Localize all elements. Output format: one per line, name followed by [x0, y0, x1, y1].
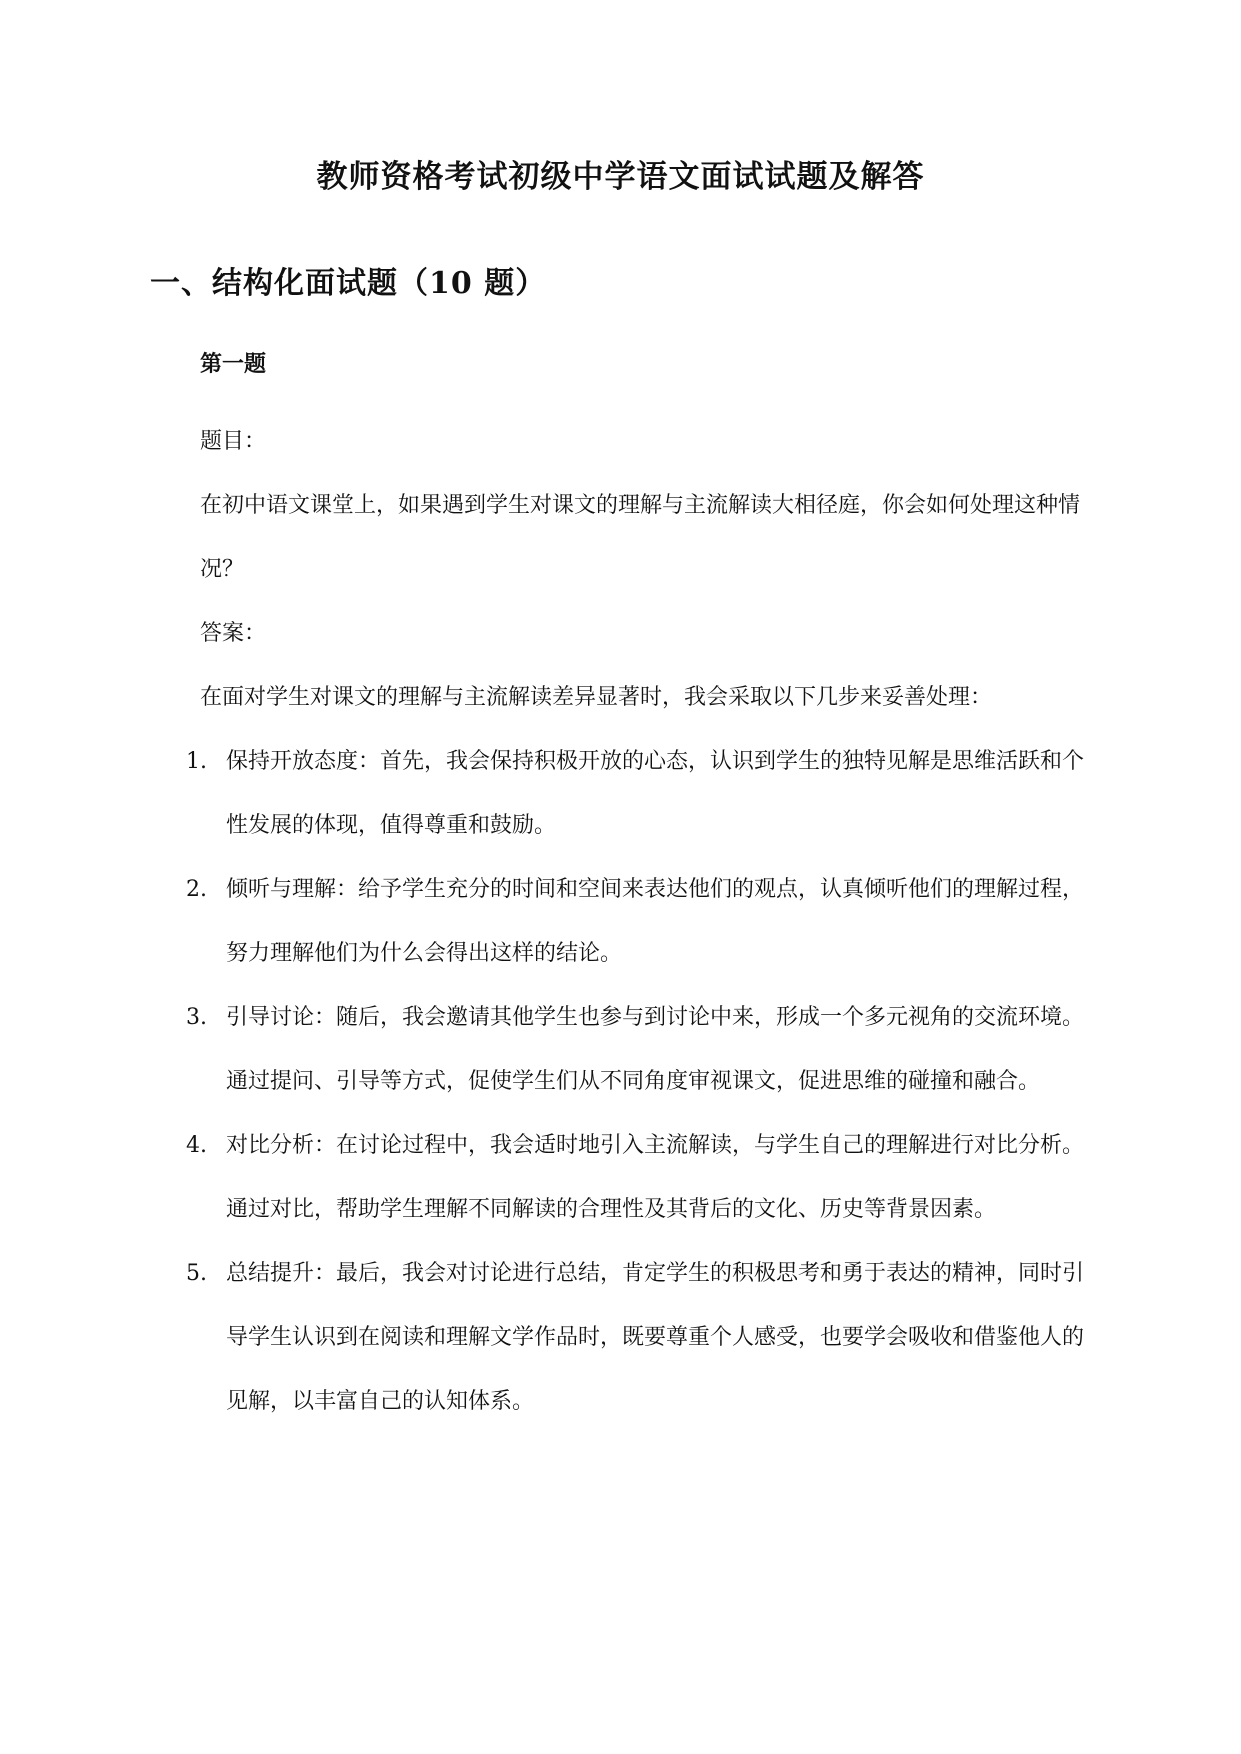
list-item-text: 总结提升：最后，我会对讨论进行总结，肯定学生的积极思考和勇于表达的精神，同时引导学生认识到在阅读和理解文学作品时，既要尊重个人感受，也要学会吸收和借鉴他人的见解，以丰富自己的认知体系。 — [226, 1261, 1085, 1414]
question-heading: 第一题 — [200, 351, 267, 377]
list-item — [186, 1114, 1090, 1242]
list-item-text: 保持开放态度：首先，我会保持积极开放的心态，认识到学生的独特见解是思维活跃和个性发展的体现，值得尊重和鼓励。 — [226, 749, 1085, 838]
list-item-text: 对比分析：在讨论过程中，我会适时地引入主流解读，与学生自己的理解进行对比分析。通过对比，帮助学生理解不同解读的合理性及其背后的文化、历史等背景因素。 — [226, 1133, 1085, 1222]
list-item — [186, 986, 1090, 1114]
list-item — [186, 1242, 1090, 1434]
prompt-label: 题目： — [200, 429, 267, 454]
list-item-number: 2. — [186, 877, 207, 902]
list-item-number: 1. — [186, 749, 207, 774]
list-item-number: 3. — [186, 1005, 207, 1030]
answer-steps-list — [186, 730, 1090, 1434]
section-heading: 一、结构化面试题（10 题） — [150, 266, 547, 301]
answer-label: 答案： — [200, 621, 267, 646]
list-item-number: 5. — [186, 1261, 207, 1286]
document-title: 教师资格考试初级中学语文面试试题及解答 — [316, 159, 925, 195]
answer-intro: 在面对学生对课文的理解与主流解读差异显著时，我会采取以下几步来妥善处理： — [200, 685, 993, 710]
list-item — [186, 730, 1090, 858]
prompt-text: 在初中语文课堂上，如果遇到学生对课文的理解与主流解读大相径庭，你会如何处理这种情况？ — [200, 493, 1081, 582]
list-item — [186, 858, 1090, 986]
list-item-text: 倾听与理解：给予学生充分的时间和空间来表达他们的观点，认真倾听他们的理解过程，努力理解他们为什么会得出这样的结论。 — [226, 877, 1085, 966]
list-item-number: 4. — [186, 1133, 207, 1158]
question-content — [186, 410, 1090, 1434]
list-item-text: 引导讨论：随后，我会邀请其他学生也参与到讨论中来，形成一个多元视角的交流环境。通过提问、引导等方式，促使学生们从不同角度审视课文，促进思维的碰撞和融合。 — [226, 1005, 1085, 1094]
